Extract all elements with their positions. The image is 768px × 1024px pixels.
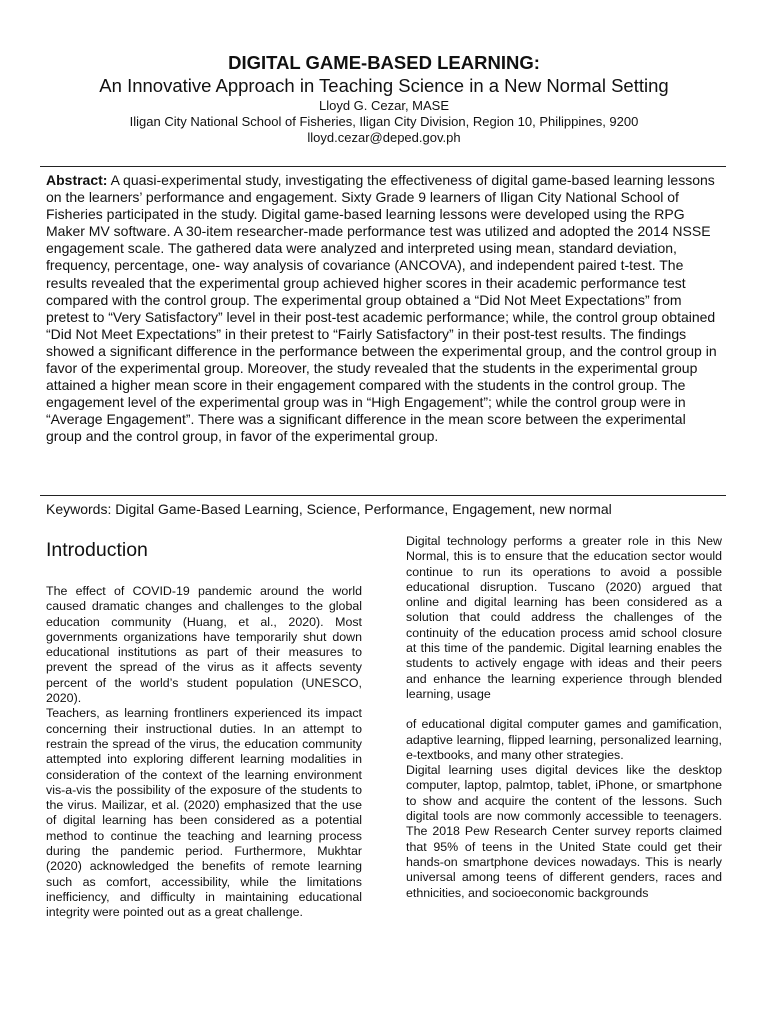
paragraph: The effect of COVID-19 pandemic around the world caused dramatic changes and challenges to the global education community (Huang, et al., 2020). Most governments organizations have temporarily shut down educational institutions as part of their measures to prevent the spread of the virus as it affects seventy percent of the world’s student population (UNESCO, 2020). [46, 584, 362, 706]
paper-header [0, 52, 768, 146]
divider-top [40, 166, 726, 167]
paper-subtitle: An Innovative Approach in Teaching Science in a New Normal Setting [99, 75, 669, 96]
section-heading-introduction: Introduction [46, 539, 148, 561]
left-column [46, 538, 362, 921]
paragraph: Digital learning uses digital devices like the desktop computer, laptop, palmtop, tablet, iPhone, or smartphone to show and acquire the content of the lessons. Such digital tools are now commonly accessible to teenagers. The 2018 Pew Research Center survey reports claimed that 95% of teens in the United State could get their hands-on smartphone devices nowadays. This is nearly universal among teens of different genders, races and ethnicities, and socioeconomic backgrounds [406, 763, 722, 900]
paper-title: DIGITAL GAME-BASED LEARNING: [228, 52, 540, 73]
keywords: Keywords: Digital Game-Based Learning, Science, Performance, Engagement, new normal [46, 501, 612, 517]
author-name: Lloyd G. Cezar, MASE [318, 98, 450, 113]
abstract [46, 172, 722, 446]
paragraph: of educational digital computer games and gamification, adaptive learning, flipped learning, personalized learning, e-textbooks, and many other strategies. [406, 717, 722, 762]
author-email: lloyd.cezar@deped.gov.ph [307, 130, 461, 145]
column-gap [406, 702, 722, 717]
author-affiliation: Iligan City National School of Fisheries, Iligan City Division, Region 10, Philippines, 9200 [129, 114, 639, 129]
paragraph: Digital technology performs a greater role in this New Normal, this is to ensure that the education sector would continue to run its operations to avoid a possible educational disruption. Tuscano (2020) argued that online and digital learning has been considered as a solution that could address the challenges of the continuity of the education process amid school closure at this time of the pandemic. Digital learning enables the students to actively engage with ideas and their peers and enhance the learning experience through blended learning, usage [406, 534, 722, 701]
abstract-text: A quasi-experimental study, investigating the effectiveness of digital game-based learning lessons on the learners’ performance and engagement. Sixty Grade 9 learners of Iligan City National School of Fisheries participated in the study. Digital game-based learning lessons were developed using the RPG Maker MV software. A 30-item researcher-made performance test was utilized and adopted the 2014 NSSE engagement scale. The gathered data were analyzed and interpreted using mean, standard deviation, frequency, percentage, one- way analysis of covariance (ANCOVA), and independent paired t-test. The results revealed that the experimental group achieved higher scores in their academic performance test compared with the control group. The experimental group obtained a “Did Not Meet Expectations” from pretest to “Very Satisfactory” level in their post-test academic performance; while, the control group obtained “Did Not Meet Expectations” in their pretest to “Fairly Satisfactory” in their post-test results. The findings showed a significant difference in the performance between the experimental group, and the control group in favor of the experimental group. Moreover, the study revealed that the students in the experimental group attained a higher mean score in their engagement compared with the students in the control group. The engagement level of the experimental group was in “High Engagement”; while the control group were in “Average Engagement”. There was a significant difference in the mean score between the experimental group and the control group, in favor of the experimental group. [46, 172, 717, 445]
abstract-label: Abstract: [46, 172, 108, 188]
divider-keywords [40, 495, 726, 496]
right-column [406, 534, 722, 901]
paragraph: Teachers, as learning frontliners experienced its impact concerning their instructional duties. In an attempt to restrain the spread of the virus, the education community attempted into exploring different learning modalities in consideration of the context of the learning environment vis-a-vis the possibility of the exposure of the students to the virus. Mailizar, et al. (2020) emphasized that the use of digital learning has been considered as a potential method to continue the teaching and learning process during the pandemic period. Furthermore, Mukhtar (2020) acknowledged the benefits of remote learning such as comfort, accessibility, while the limitations inefficiency, and difficulty in maintaining educational integrity were pointed out as a great challenge. [46, 706, 362, 920]
